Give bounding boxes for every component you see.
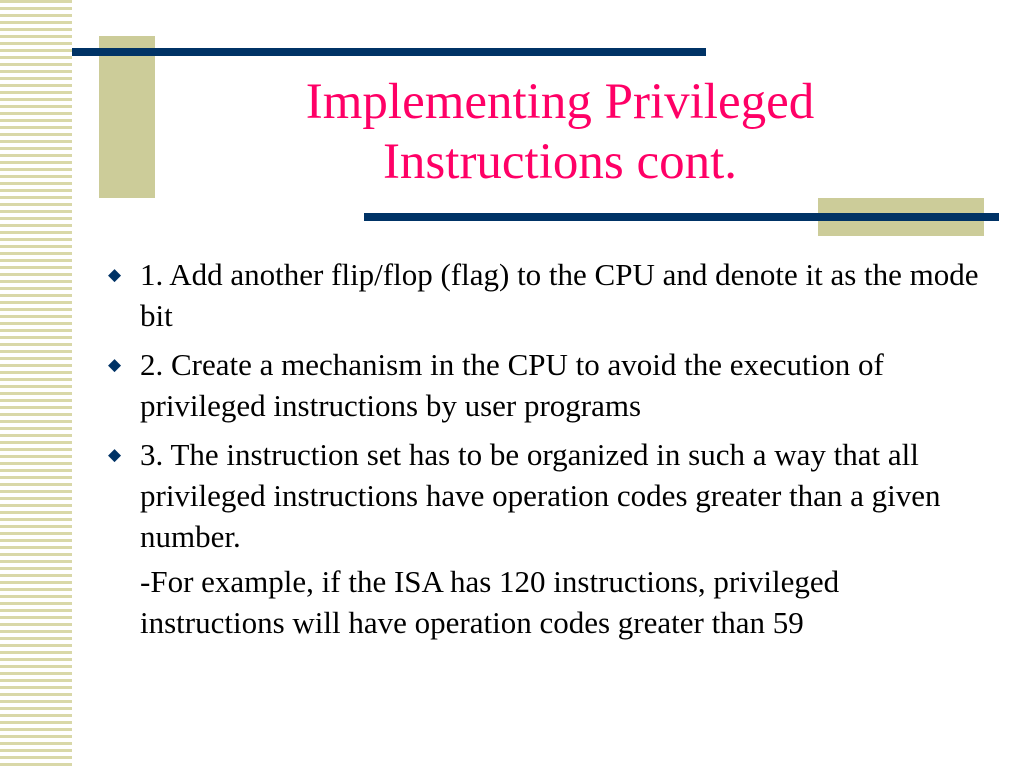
example-note: -For example, if the ISA has 120 instructions, privileged instructions will have operation codes greater than 59 (140, 564, 840, 640)
slide-title-line-1: Implementing Privileged (305, 74, 815, 130)
slide-title (170, 72, 950, 192)
accent-block-top (99, 36, 155, 198)
slide-title-line-2: Instructions cont. (382, 134, 738, 190)
title-rule-bottom (364, 213, 999, 221)
bullet-text-1: 1. Add another flip/flop (flag) to the CPU and denote it as the mode bit (140, 257, 979, 333)
diamond-bullet-icon: ◆ (108, 265, 122, 284)
title-rule-top (72, 48, 706, 56)
bullet-item-1 (100, 254, 980, 336)
left-striped-border (0, 0, 72, 768)
diamond-bullet-icon: ◆ (108, 355, 122, 374)
bullet-list (100, 254, 980, 643)
bullet-text-2: 2. Create a mechanism in the CPU to avoid the execution of privileged instructions by user programs (140, 347, 884, 423)
bullet-item-3 (100, 434, 980, 643)
slide-body (100, 254, 980, 651)
bullet-item-2 (100, 344, 980, 426)
bullet-text-3: 3. The instruction set has to be organized in such a way that all privileged instructions have operation codes greater than a given number. (140, 437, 941, 554)
diamond-bullet-icon: ◆ (108, 445, 122, 464)
